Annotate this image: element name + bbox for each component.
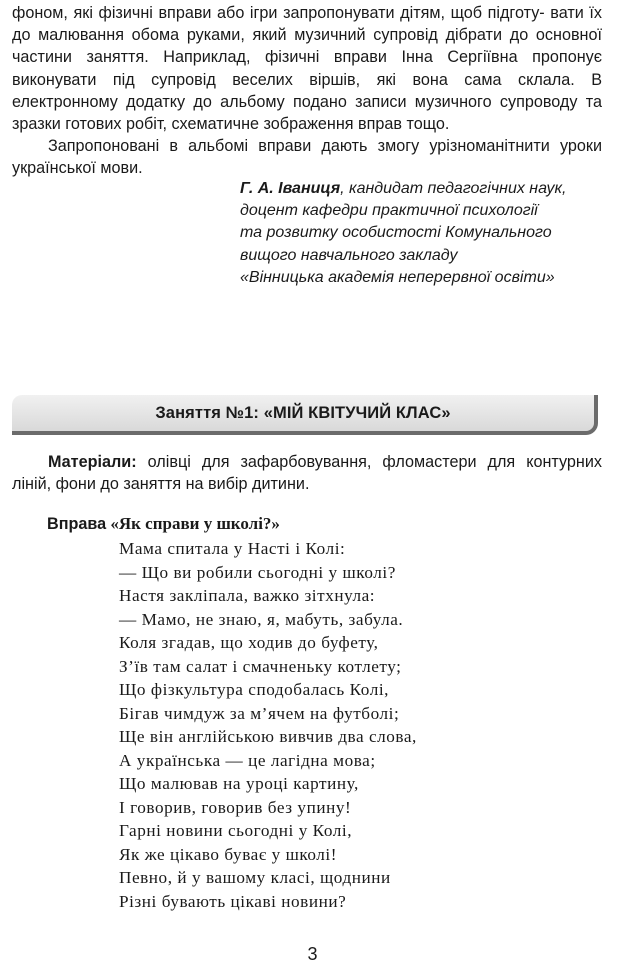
page-number: 3 — [307, 944, 318, 964]
poem-line: Різні бувають цікаві новини? — [119, 891, 347, 911]
lesson-header-banner — [12, 395, 598, 435]
intro-paragraph-2: Запропоновані в альбомі вправи дають змогу урізноманітнити уроки української мови. — [12, 137, 602, 178]
materials-text: олівці для зафарбовування, фломастери для контурних ліній, фони до заняття на вибір дитини. — [12, 453, 602, 494]
author-degree: , кандидат педагогічних наук, — [340, 180, 567, 197]
poem-line: — Що ви робили сьогодні у школі? — [119, 562, 396, 582]
author-signature — [240, 178, 566, 289]
poem — [119, 537, 417, 913]
poem-line: Мама спитала у Насті і Колі: — [119, 539, 346, 558]
intro-line: В електронному додатку до альбому подано записи музичного супроводу — [12, 70, 603, 111]
intro-line: вати їх до малювання обома руками, який музичний супровід дібрати — [12, 4, 602, 45]
materials-label: Матеріали: — [48, 453, 137, 471]
poem-line: Бігав чимдуж за м’ячем на футболі; — [119, 703, 400, 723]
poem-line: Настя закліпала, важко зітхнула: — [119, 586, 376, 605]
poem-line: Що малював на уроці картину, — [119, 774, 359, 793]
poem-line: Як же цікаво буває у школі! — [119, 844, 338, 864]
lesson-title: Заняття №1: «МІЙ КВІТУЧИЙ КЛАС» — [155, 403, 451, 422]
signature-line-4: вищого навчального закладу — [240, 246, 458, 264]
poem-line: Що фізкультура сподобалась Колі, — [119, 680, 390, 699]
exercise-label: Вправа — [47, 515, 107, 533]
exercise-heading — [47, 513, 280, 535]
intro-line: та зразки готових робіт, схематичне зображення вправ тощо. — [12, 92, 602, 134]
poem-line: Певно, й у вашому класі, щоднини — [119, 868, 391, 887]
poem-line: Ще він англійською вивчив два слова, — [119, 727, 417, 746]
signature-line-3: та розвитку особистості Комунального — [240, 224, 552, 242]
exercise-title: «Як справи у школі?» — [106, 514, 280, 533]
signature-line-2: доцент кафедри практичної психології — [240, 202, 538, 220]
signature-line-1 — [240, 178, 566, 200]
intro-paragraph-1 — [12, 2, 602, 135]
poem-line: З’їв там салат і смачненьку котлету; — [119, 656, 402, 676]
poem-line: — Мамо, не знаю, я, мабуть, забула. — [119, 609, 404, 629]
poem-line: Коля згадав, що ходив до буфету, — [119, 633, 379, 652]
intro-text — [12, 2, 602, 180]
poem-line: А українська — це лагідна мова; — [119, 750, 376, 770]
poem-line: І говорив, говорив без упину! — [119, 797, 352, 817]
intro-line: до основної частини заняття. Наприклад, фізичні вправи Інна Сергіївна — [12, 26, 603, 67]
materials-paragraph — [12, 451, 602, 495]
intro-line: фоном, які фізичні вправи або ігри запропонувати дітям, щоб підготу- — [12, 4, 545, 22]
intro-line: пропонує виконувати під супровід веселих віршів, які вона сама склала. — [12, 48, 602, 89]
signature-line-5: «Вінницька академія неперервної освіти» — [240, 268, 555, 286]
author-name: Г. А. Іваниця — [240, 180, 341, 197]
poem-line: Гарні новини сьогодні у Колі, — [119, 821, 353, 840]
